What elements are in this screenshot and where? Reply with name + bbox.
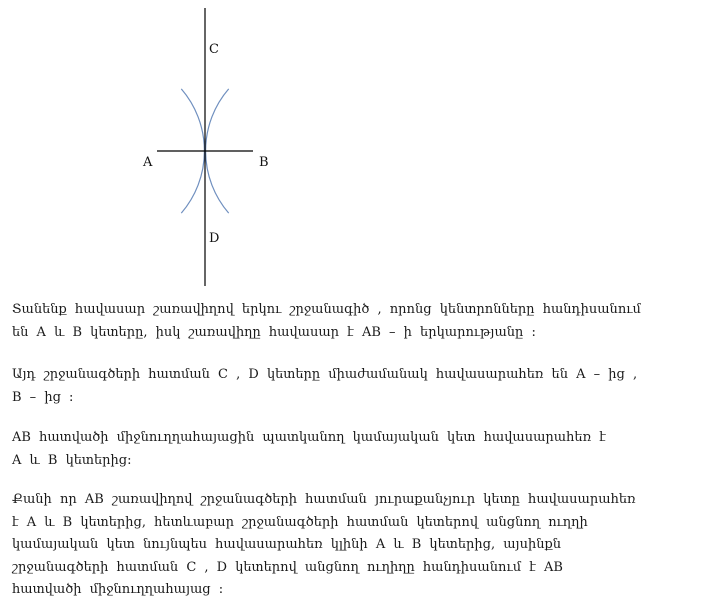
text-line: հատվածի միջնուղղահայաց ։ xyxy=(12,582,224,597)
point-label-c: C xyxy=(209,42,219,57)
text-line: է A և B կետերից, հետևաբար շրջանագծերի հատման կետերով անցնող ուղղի xyxy=(12,514,588,530)
point-label-a: A xyxy=(143,155,153,170)
point-label-b: B xyxy=(259,155,269,170)
perpendicular-bisector-construction xyxy=(0,0,712,290)
text-line: Այդ շրջանագծերի հատման C , D կետերը միաժամանակ հավասարահեռ են A – ից , xyxy=(12,367,638,382)
text-line: շրջանագծերի հատման C , D կետերով անցնող ուղիղը հանդիսանում է AB xyxy=(12,559,563,575)
paragraph-conclusion xyxy=(12,489,702,602)
text-line: են A և B կետերը, իսկ շառավիղը հավասար է AB – ի երկարությանը ։ xyxy=(12,324,536,340)
paragraph-bisector-property xyxy=(12,427,702,472)
paragraph-construction xyxy=(12,299,702,344)
paragraph-intersection-points xyxy=(12,364,702,409)
text-line: Քանի որ AB շառավիղով շրջանագծերի հատման յուրաքանչյուր կետը հավասարահեռ xyxy=(12,492,636,507)
text-line: B – ից ։ xyxy=(12,389,74,405)
point-label-d: D xyxy=(209,231,220,246)
text-line: կամայական կետ նույնպես հավասարահեռ կլինի A և B կետերից, այսինքն xyxy=(12,537,561,552)
text-line: AB հատվածի միջնուղղահայացին պատկանող կամայական կետ հավասարահեռ է xyxy=(12,430,606,445)
text-line: A և B կետերից։ xyxy=(12,452,132,468)
text-line: Տանենք հավասար շառավիղով երկու շրջանագիծ , որոնց կենտրոնները հանդիսանում xyxy=(12,302,641,317)
